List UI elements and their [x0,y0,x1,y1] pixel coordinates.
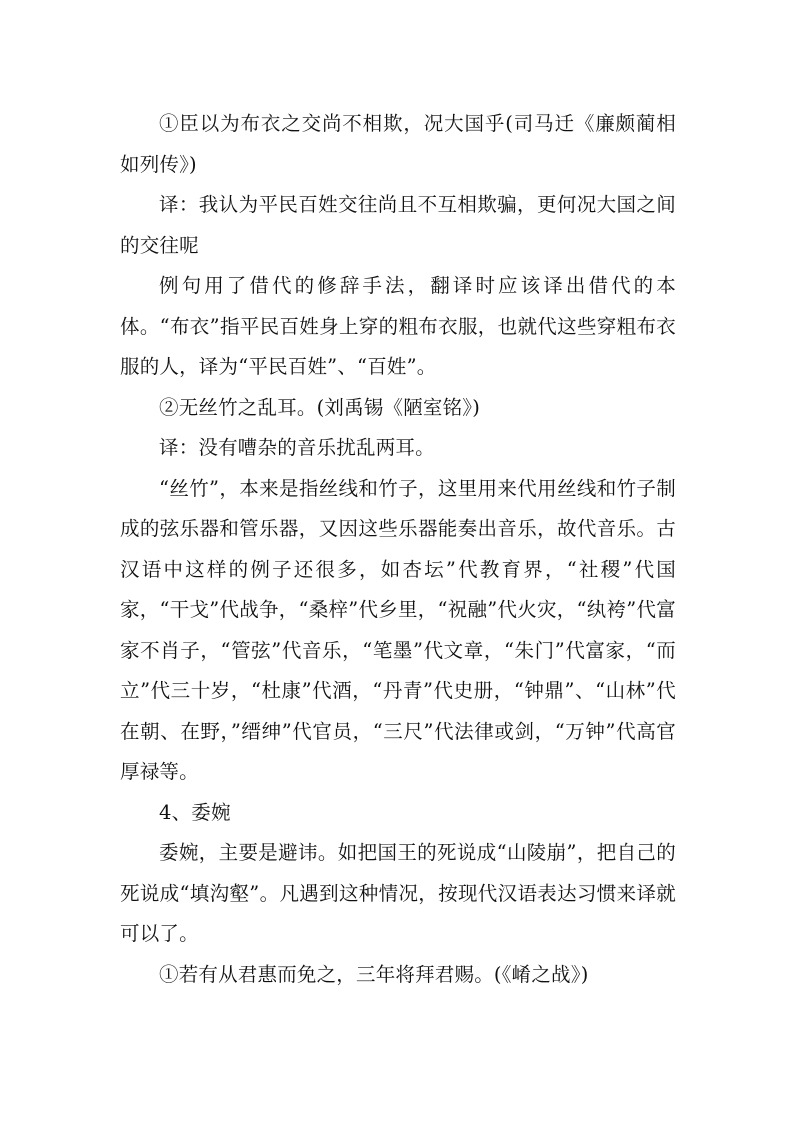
document-body [120,104,676,995]
translation-2: 译：没有嘈杂的音乐扰乱两耳。 [159,436,435,459]
translation-1: 译：我认为平民百姓交往尚且不互相欺骗，更何况大国之间的交往呢 [120,193,676,257]
example-sentence-3: ①若有从君惠而免之，三年将拜君赐。(《崤之战》) [159,962,589,986]
example-sentence-2: ②无丝竹之乱耳。(刘禹锡《陋室铭》) [159,395,481,419]
section-heading-euphemism: 4、委婉 [159,800,231,824]
explanation-2: “丝竹”，本来是指丝线和竹子，这里用来代用丝线和竹子制成的弦乐器和管乐器，又因这些乐器能奏出音乐，故代音乐。古汉语中这样的例子还很多，如杏坛”代教育界，“社稷”代国家，“干戈”代战争，“桑梓”代乡里，“祝融”代火灾，“纨袴”代富家不肖子，“管弦”代音乐，“笔墨”代文章，“朱门”代富家，“而立”代三十岁，“杜康”代酒，“丹青”代史册，“钟鼎”、“山林”代在朝、在野，”缙绅”代官员，“三尺”代法律或剑，“万钟”代高官厚禄等。 [120,476,676,783]
explanation-1: 例句用了借代的修辞手法，翻译时应该译出借代的本体。“布衣”指平民百姓身上穿的粗布衣服，也就代这些穿粗布衣服的人，译为“平民百姓”、“百姓”。 [120,274,676,378]
example-sentence-1: ①臣以为布衣之交尚不相欺，况大国乎(司马迁《廉颇蔺相如列传》) [120,112,676,176]
explanation-euphemism: 委婉，主要是避讳。如把国王的死说成“山陵崩”，把自己的死说成“填沟壑”。凡遇到这种情况，按现代汉语表达习惯来译就可以了。 [120,841,676,945]
